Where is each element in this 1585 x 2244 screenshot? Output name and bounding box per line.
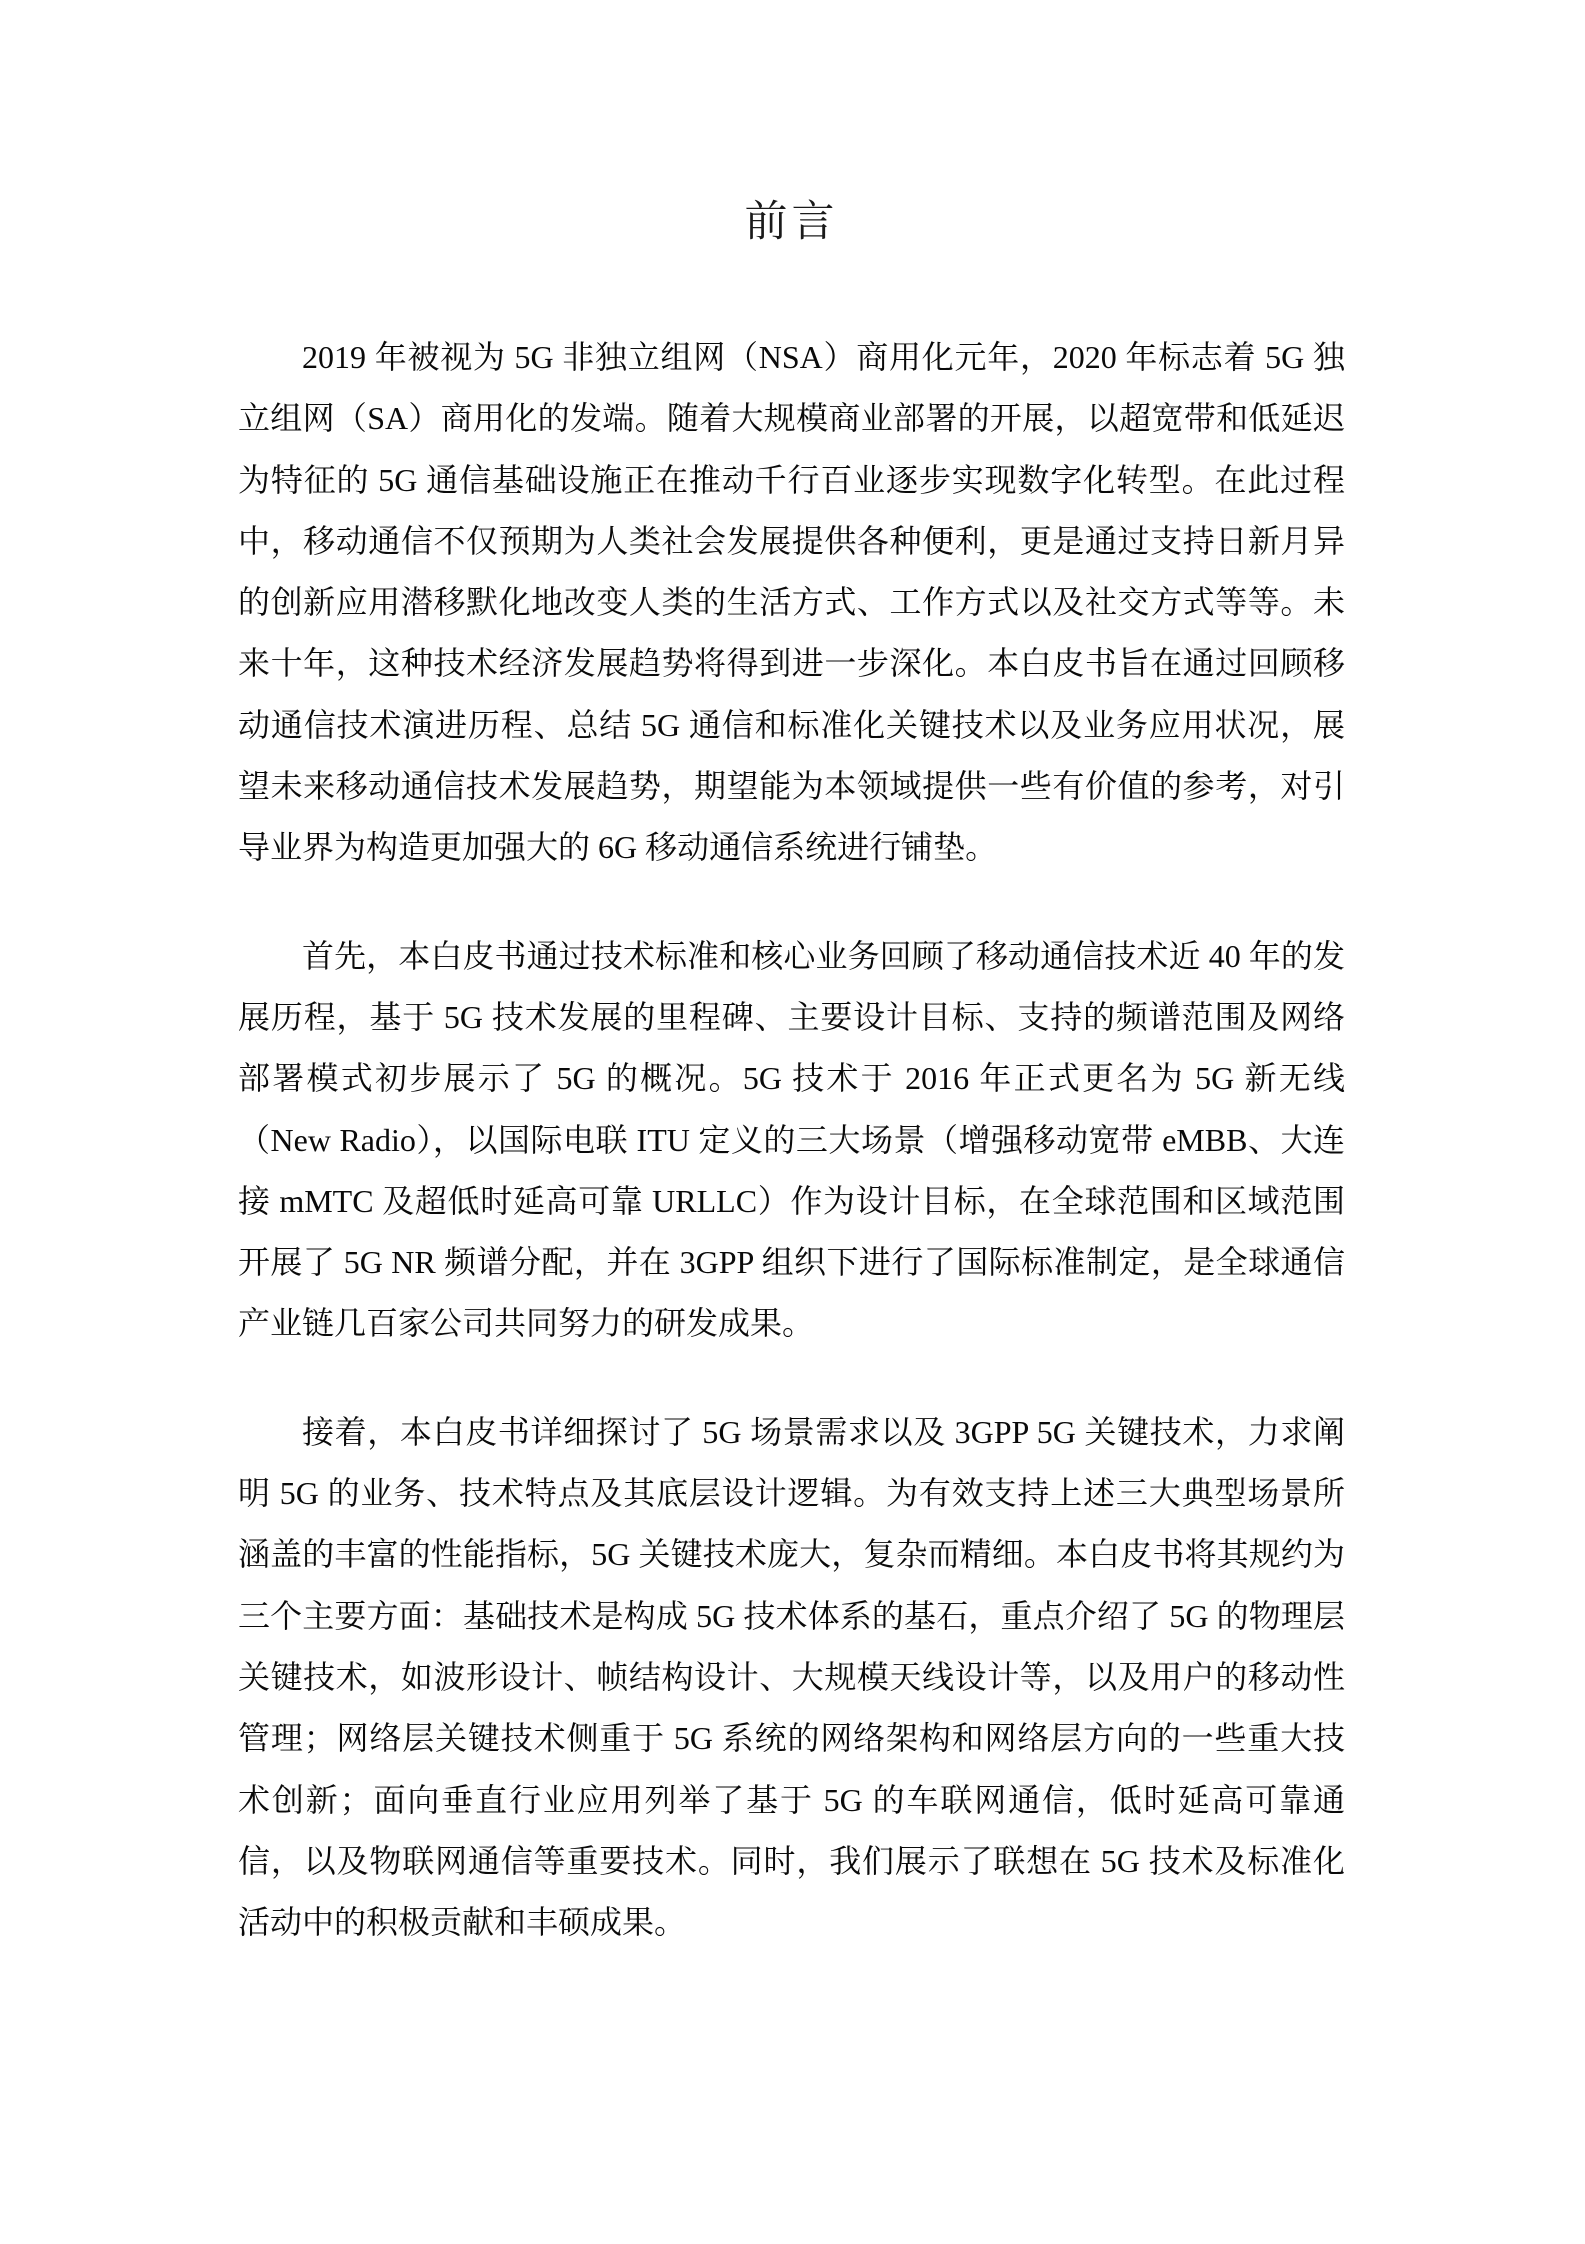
document-body (238, 327, 1345, 1953)
page-title: 前言 (744, 198, 839, 246)
paragraph-intro-5g-era: 2019 年被视为 5G 非独立组网（NSA）商用化元年，2020 年标志着 5G 独立组网（SA）商用化的发端。随着大规模商业部署的开展，以超宽带和低延迟为特征的 5G 通信基础设施正在推动千行百业逐步实现数字化转型。在此过程中，移动通信不仅预期为人类社会发展提供各种便利，更是通过支持日新月异的创新应用潜移默化地改变人类的生活方式、工作方式以及社交方式等等。未来十年，这种技术经济发展趋势将得到进一步深化。本白皮书旨在通过回顾移动通信技术演进历程、总结 5G 通信和标准化关键技术以及业务应用状况，展望未来移动通信技术发展趋势，期望能为本领域提供一些有价值的参考，对引导业界为构造更加强大的 6G 移动通信系统进行铺垫。 (238, 339, 1345, 866)
paragraph-history-review: 首先，本白皮书通过技术标准和核心业务回顾了移动通信技术近 40 年的发展历程，基于 5G 技术发展的里程碑、主要设计目标、支持的频谱范围及网络部署模式初步展示了 5G 的概况。5G 技术于 2016 年正式更名为 5G 新无线（New Radio），以国际电联 ITU 定义的三大场景（增强移动宽带 eMBB、大连接 mMTC 及超低时延高可靠 URLLC）作为设计目标，在全球范围和区域范围开展了 5G NR 频谱分配，并在 3GPP 组织下进行了国际标准制定，是全球通信产业链几百家公司共同努力的研发成果。 (238, 937, 1345, 1342)
paragraph-key-technologies: 接着，本白皮书详细探讨了 5G 场景需求以及 3GPP 5G 关键技术，力求阐明 5G 的业务、技术特点及其底层设计逻辑。为有效支持上述三大典型场景所涵盖的丰富的性能指标，5G 关键技术庞大，复杂而精细。本白皮书将其规约为三个主要方面：基础技术是构成 5G 技术体系的基石，重点介绍了 5G 的物理层关键技术，如波形设计、帧结构设计、大规模天线设计等，以及用户的移动性管理；网络层关键技术侧重于 5G 系统的网络架构和网络层方向的一些重大技术创新；面向垂直行业应用列举了基于 5G 的车联网通信，低时延高可靠通信，以及物联网通信等重要技术。同时，我们展示了联想在 5G 技术及标准化活动中的积极贡献和丰硕成果。 (238, 1413, 1345, 1941)
